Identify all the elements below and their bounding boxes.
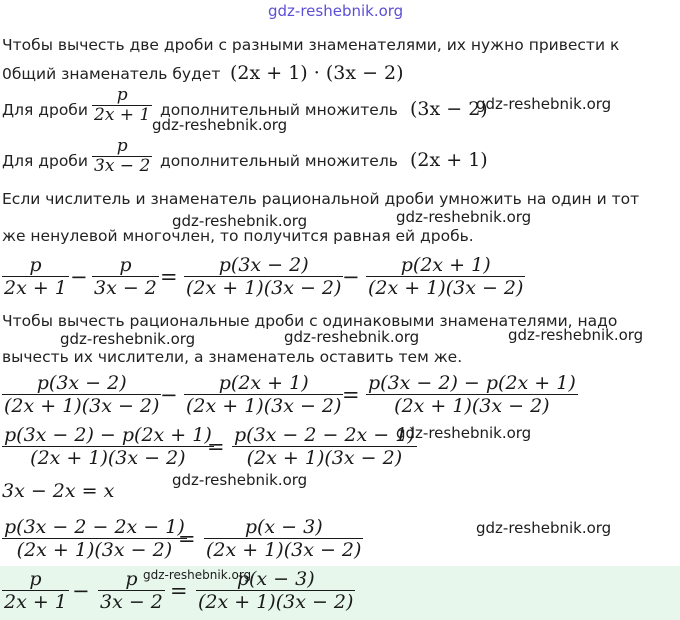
denominator: (2x + 1)(3x − 2) (4, 395, 160, 417)
denominator: (2x + 1)(3x − 2) (198, 591, 354, 613)
denominator: (2x + 1)(3x − 2) (30, 447, 186, 469)
rule2-line2: вычесть их числители, а знаменатель оставить тем же. (2, 348, 463, 366)
eq1-fraction-d (366, 254, 525, 299)
watermark: gdz-reshebnik.org (508, 326, 644, 344)
numerator: p(3x − 2) − p(2x + 1) (4, 424, 212, 446)
watermark: gdz-reshebnik.org (396, 424, 532, 442)
minus-sign: − (70, 265, 88, 289)
extra-factor-label-2: дополнительный множитель (160, 152, 398, 170)
fraction-p-over-2x1-inline (92, 86, 152, 125)
rule1-line2: же ненулевой многочлен, то получится равная ей дробь. (2, 227, 474, 245)
equals-sign: = (342, 383, 360, 407)
denominator: (2x + 1)(3x − 2) (186, 277, 342, 299)
denominator: 3x − 2 (94, 277, 157, 299)
minus-sign: − (160, 383, 178, 407)
numerator: p(2x + 1) (400, 254, 491, 276)
numerator: p(3x − 2 − 2x − 1) (4, 516, 185, 538)
eq4-fraction-a (2, 516, 187, 561)
equals-sign: = (178, 527, 196, 551)
eq1-fraction-b (92, 254, 159, 299)
extra-factor-1-expr: (3x − 2) (410, 98, 488, 120)
denominator: (2x + 1)(3x − 2) (206, 539, 362, 561)
watermark: gdz-reshebnik.org (172, 212, 308, 230)
numerator: p(3x − 2) − p(2x + 1) (368, 372, 576, 394)
numerator: p(3x − 2 − 2x − 1) (234, 424, 415, 446)
numerator: p(x − 3) (236, 568, 315, 590)
minus-sign: − (72, 579, 90, 603)
eq3-fraction-a (2, 424, 214, 469)
rule2-line1: Чтобы вычесть рациональные дроби с одинаковыми знаменателями, надо (2, 312, 618, 330)
denominator: 3x − 2 (94, 156, 151, 176)
denominator: 3x − 2 (100, 591, 163, 613)
watermark: gdz-reshebnik.org (476, 519, 612, 537)
numerator: p (29, 568, 42, 590)
equals-sign: = (160, 265, 178, 289)
eq1-fraction-c (184, 254, 343, 299)
numerator: p (116, 136, 128, 156)
numerator: p(3x − 2) (218, 254, 309, 276)
denominator: (2x + 1)(3x − 2) (186, 395, 342, 417)
watermark: gdz-reshebnik.org (143, 568, 252, 582)
denominator: (2x + 1)(3x − 2) (394, 395, 550, 417)
denominator: 2x + 1 (4, 591, 67, 613)
equals-sign: = (207, 435, 225, 459)
watermark-top: gdz-reshebnik.org (268, 2, 404, 20)
watermark: gdz-reshebnik.org (284, 328, 420, 346)
intro-text: Чтобы вычесть две дроби с разными знаменателями, их нужно привести к (2, 36, 620, 54)
numerator: p (29, 254, 42, 276)
for-fraction-label-1: Для дроби (2, 101, 88, 119)
numerator: p(2x + 1) (218, 372, 309, 394)
eq4-fraction-b (204, 516, 363, 561)
numerator: p(x − 3) (244, 516, 323, 538)
common-denominator-expr: (2x + 1) · (3x − 2) (230, 62, 404, 84)
eq2-fraction-c (366, 372, 578, 417)
minus-sign: − (342, 265, 360, 289)
for-fraction-label-2: Для дроби (2, 152, 88, 170)
rule1-line1: Если числитель и знаменатель рациональной дроби умножить на один и тот (2, 190, 640, 208)
watermark: gdz-reshebnik.org (60, 330, 196, 348)
denominator: (2x + 1)(3x − 2) (16, 539, 173, 561)
eq2-fraction-b (184, 372, 343, 417)
numerator: p (116, 85, 128, 105)
extra-factor-2-expr: (2x + 1) (410, 149, 488, 171)
answer-fraction-a (2, 568, 69, 613)
equals-sign: = (170, 579, 188, 603)
fraction-p-over-3x2-inline (92, 137, 152, 176)
eq3-fraction-b (232, 424, 417, 469)
denominator: (2x + 1)(3x − 2) (246, 447, 403, 469)
common-denominator-text: 0бщий знаменатель будет (2, 65, 221, 83)
numerator: p(3x − 2) (36, 372, 127, 394)
denominator: 2x + 1 (4, 277, 67, 299)
denominator: (2x + 1)(3x − 2) (368, 277, 524, 299)
simplification-expr: 3x − 2x = x (2, 480, 115, 502)
eq2-fraction-a (2, 372, 161, 417)
extra-factor-label-1: дополнительный множитель (160, 101, 398, 119)
watermark: gdz-reshebnik.org (476, 95, 612, 113)
watermark: gdz-reshebnik.org (396, 208, 532, 226)
denominator: 2x + 1 (94, 105, 151, 125)
watermark: gdz-reshebnik.org (172, 471, 308, 489)
numerator: p (125, 568, 138, 590)
numerator: p (119, 254, 132, 276)
watermark: gdz-reshebnik.org (152, 116, 288, 134)
eq1-fraction-a (2, 254, 69, 299)
